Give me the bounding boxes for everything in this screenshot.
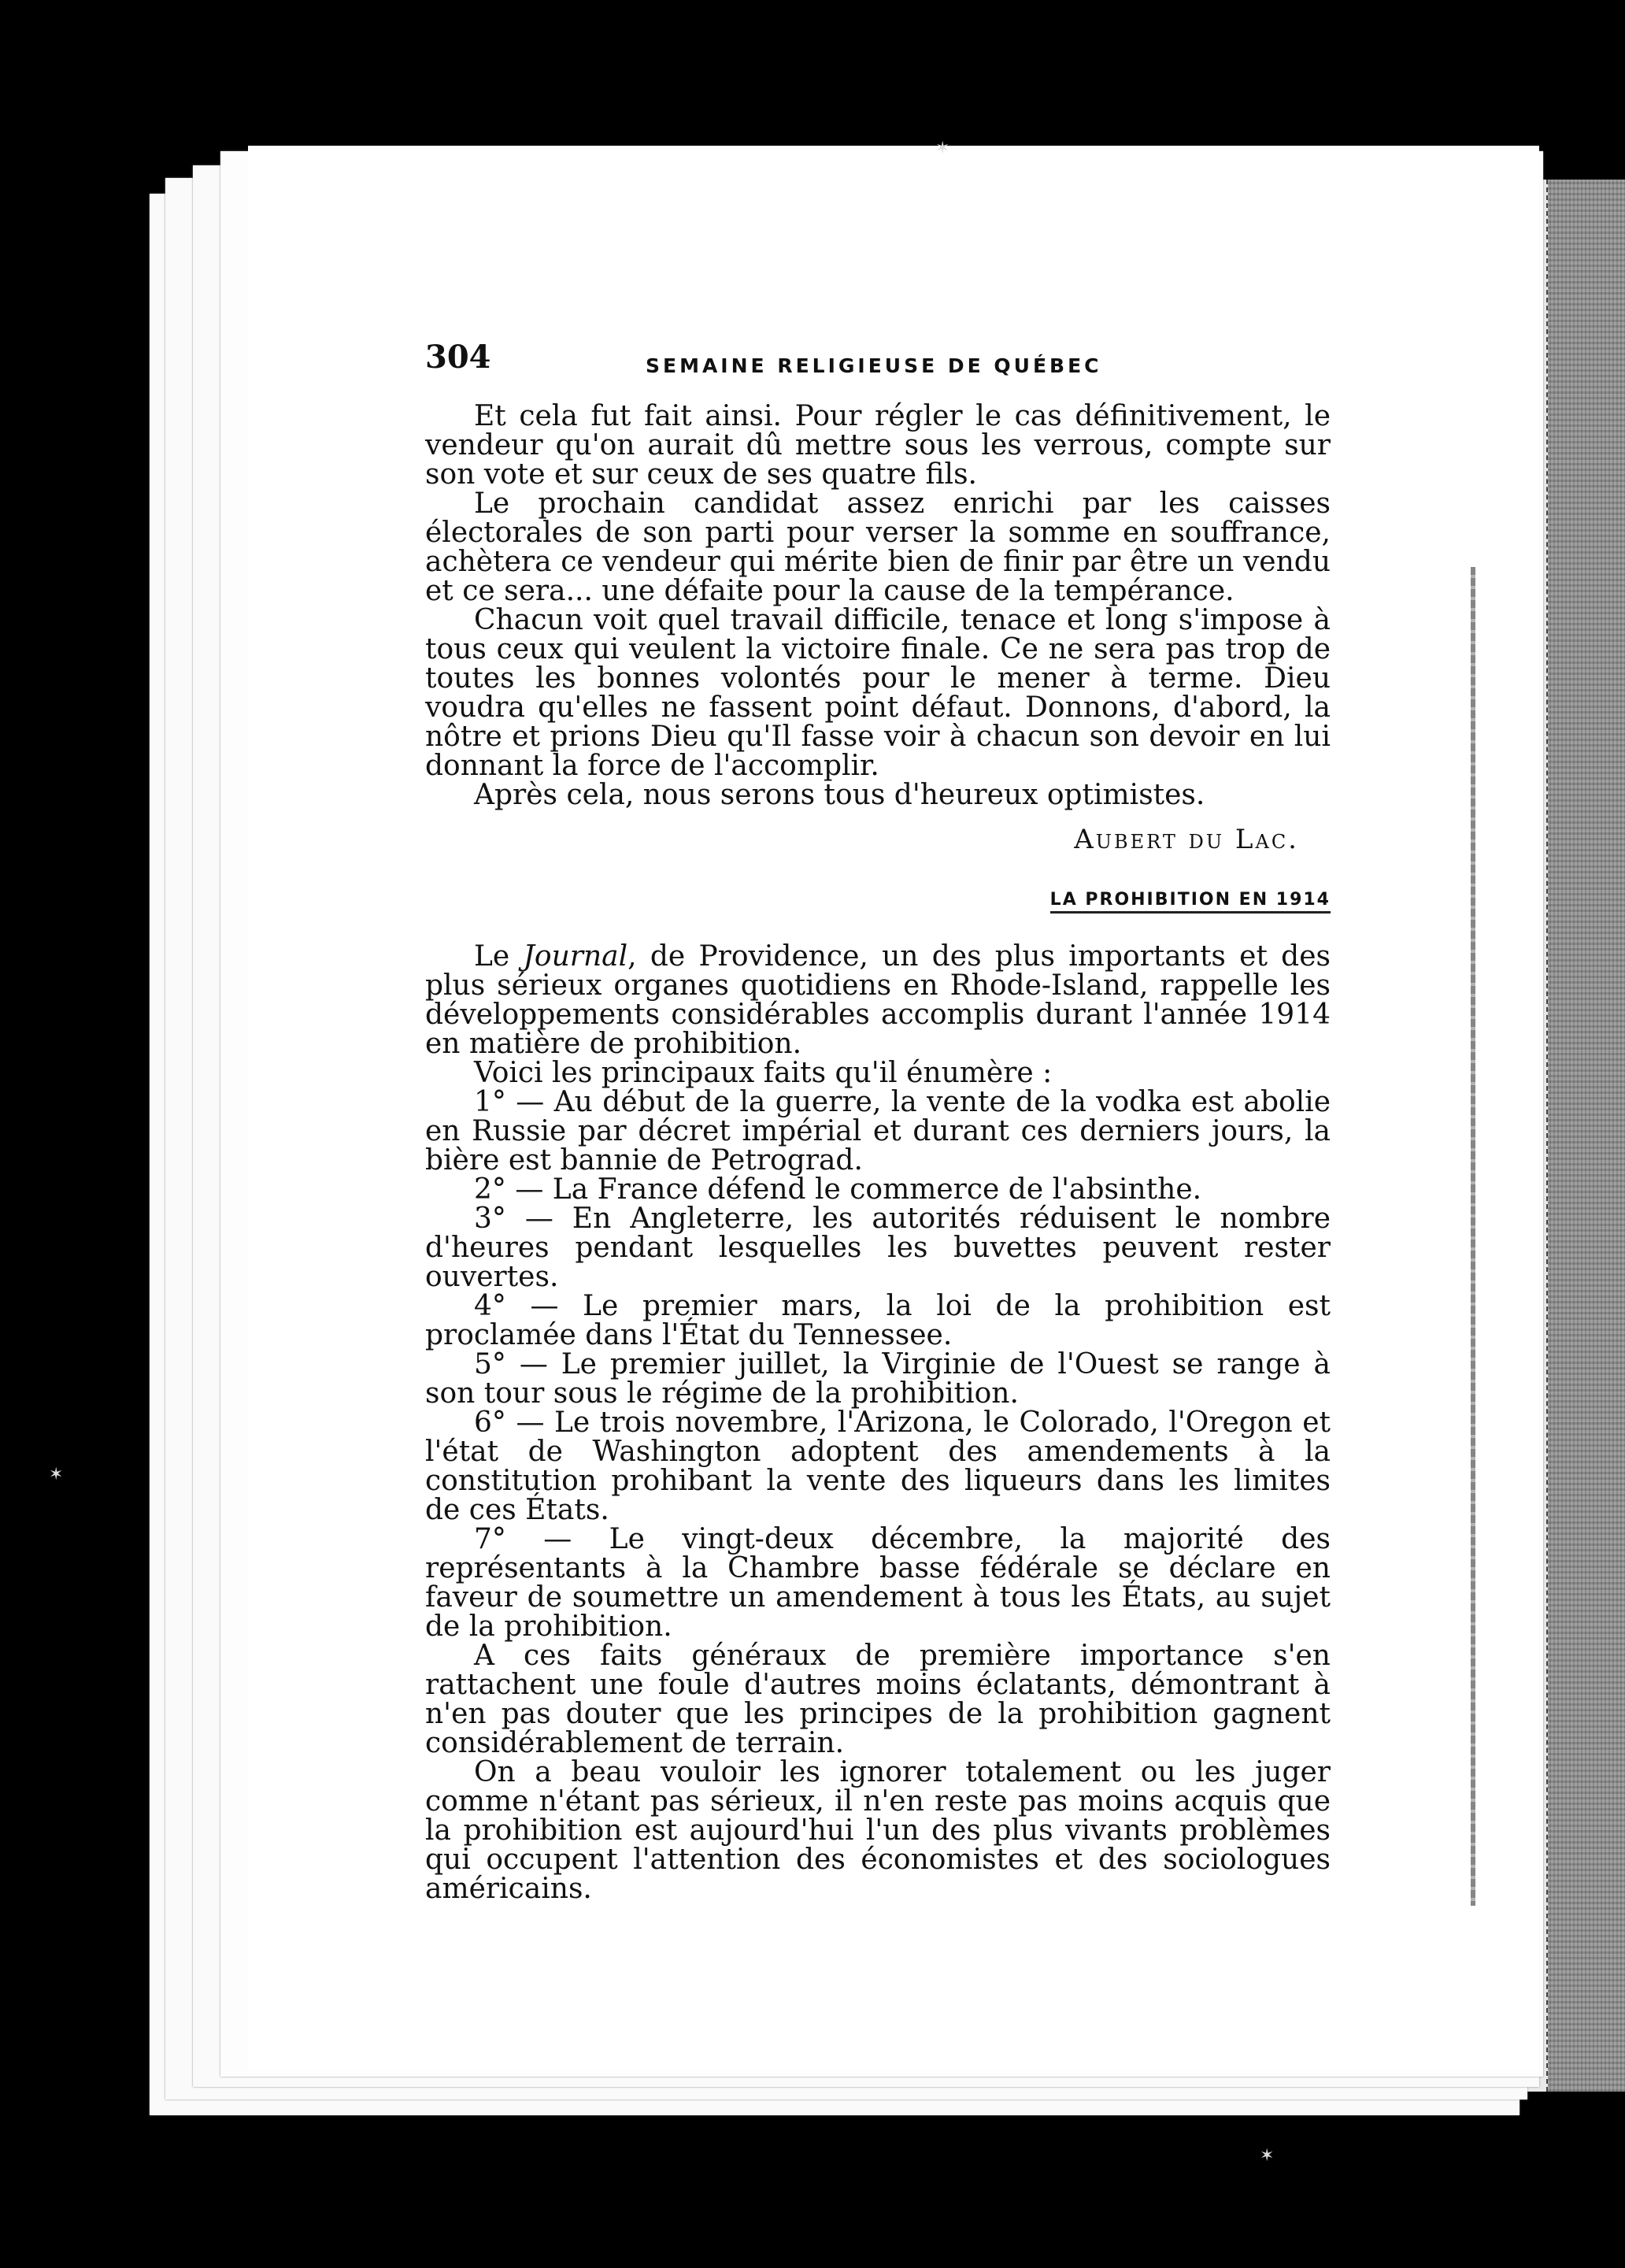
- list-item: 6° — Le trois novembre, l'Arizona, le Colorado, l'Oregon et l'état de Washington adoptent des amendements à la constitution prohibant la vente des liqueurs dans les limites de ces États.: [425, 1406, 1331, 1526]
- page-number: 304: [425, 339, 491, 376]
- paragraph: On a beau vouloir les ignorer totalement ou les juger comme n'étant pas sérieux, il n'en reste pas moins acquis que la prohibition est aujourd'hui l'un des plus vivants problèmes qui occupent l'attention des économistes et des sociologues américains.: [425, 1756, 1331, 1905]
- section-title: LA PROHIBITION EN 1914: [1050, 890, 1331, 914]
- list-item: 3° — En Angleterre, les autorités réduisent le nombre d'heures pendant lesquelles les buvettes peuvent rester ouvertes.: [425, 1203, 1331, 1293]
- section-body: [425, 942, 1331, 1903]
- section-heading: [425, 890, 1331, 921]
- author-signature: Aubert du Lac.: [1074, 824, 1299, 855]
- lead-text: , de Providence, un des plus importants et des plus sérieux organes quotidiens en Rhode-Island, rappelle les développements considérables accomplis durant l'année 1914 en matière de prohibition.: [425, 940, 1331, 1060]
- journal-title: Journal: [523, 940, 628, 973]
- list-item: 5° — Le premier juillet, la Virginie de l'Ouest se range à son tour sous le régime de la prohibition.: [425, 1348, 1331, 1410]
- binding-stitch-shadow: [1471, 567, 1475, 1906]
- paragraph: Le prochain candidat assez enrichi par les caisses électorales de son parti pour verser la somme en souffrance, achètera ce vendeur qui mérite bien de finir par être un vendu et ce sera... une défaite pour la cause de la tempérance.: [425, 487, 1331, 607]
- list-item: 1° — Au début de la guerre, la vente de la vodka est abolie en Russie par décret impérial et durant ces derniers jours, la bière est bannie de Petrograd.: [425, 1086, 1331, 1177]
- paragraph: Après cela, nous serons tous d'heureux optimistes.: [474, 779, 1205, 811]
- list-item: 4° — Le premier mars, la loi de la prohibition est proclamée dans l'État du Tennessee.: [425, 1290, 1331, 1351]
- dust-speck: ✶: [935, 139, 950, 158]
- running-title: SEMAINE RELIGIEUSE DE QUÉBEC: [646, 354, 1102, 377]
- page-content: [425, 339, 1331, 1903]
- list-item: 7° — Le vingt-deux décembre, la majorité des représentants à la Chambre basse fédérale se déclare en faveur de soumettre un amendement à tous les États, au sujet de la prohibition.: [425, 1523, 1331, 1643]
- dust-speck: ✶: [49, 1465, 64, 1484]
- lead-text: Le: [474, 940, 524, 973]
- list-intro: Voici les principaux faits qu'il énumère :: [474, 1057, 1053, 1089]
- lead-paragraph: [425, 942, 1331, 1058]
- list-item: 2° — La France défend le commerce de l'absinthe.: [474, 1173, 1202, 1206]
- paragraph: A ces faits généraux de première importance s'en rattachent une foule d'autres moins éclatants, démontrant à n'en pas douter que les principes de la prohibition gagnent considérablement de terrain.: [425, 1640, 1331, 1759]
- paragraph: Chacun voit quel travail difficile, tenace et long s'impose à tous ceux qui veulent la victoire finale. Ce ne sera pas trop de toutes les bonnes volontés pour le mener à terme. Dieu voudra qu'elles ne fassent point défaut. Donnons, d'abord, la nôtre et prions Dieu qu'Il fasse voir à chacun son devoir en lui donnant la force de l'accomplir.: [425, 604, 1331, 782]
- page-header: [425, 339, 1331, 402]
- paragraph: Et cela fut fait ainsi. Pour régler le cas définitivement, le vendeur qu'on aurait dû mettre sous les verrous, compte sur son vote et sur ceux de ses quatre fils.: [425, 400, 1331, 491]
- dust-speck: ✶: [1260, 2146, 1275, 2166]
